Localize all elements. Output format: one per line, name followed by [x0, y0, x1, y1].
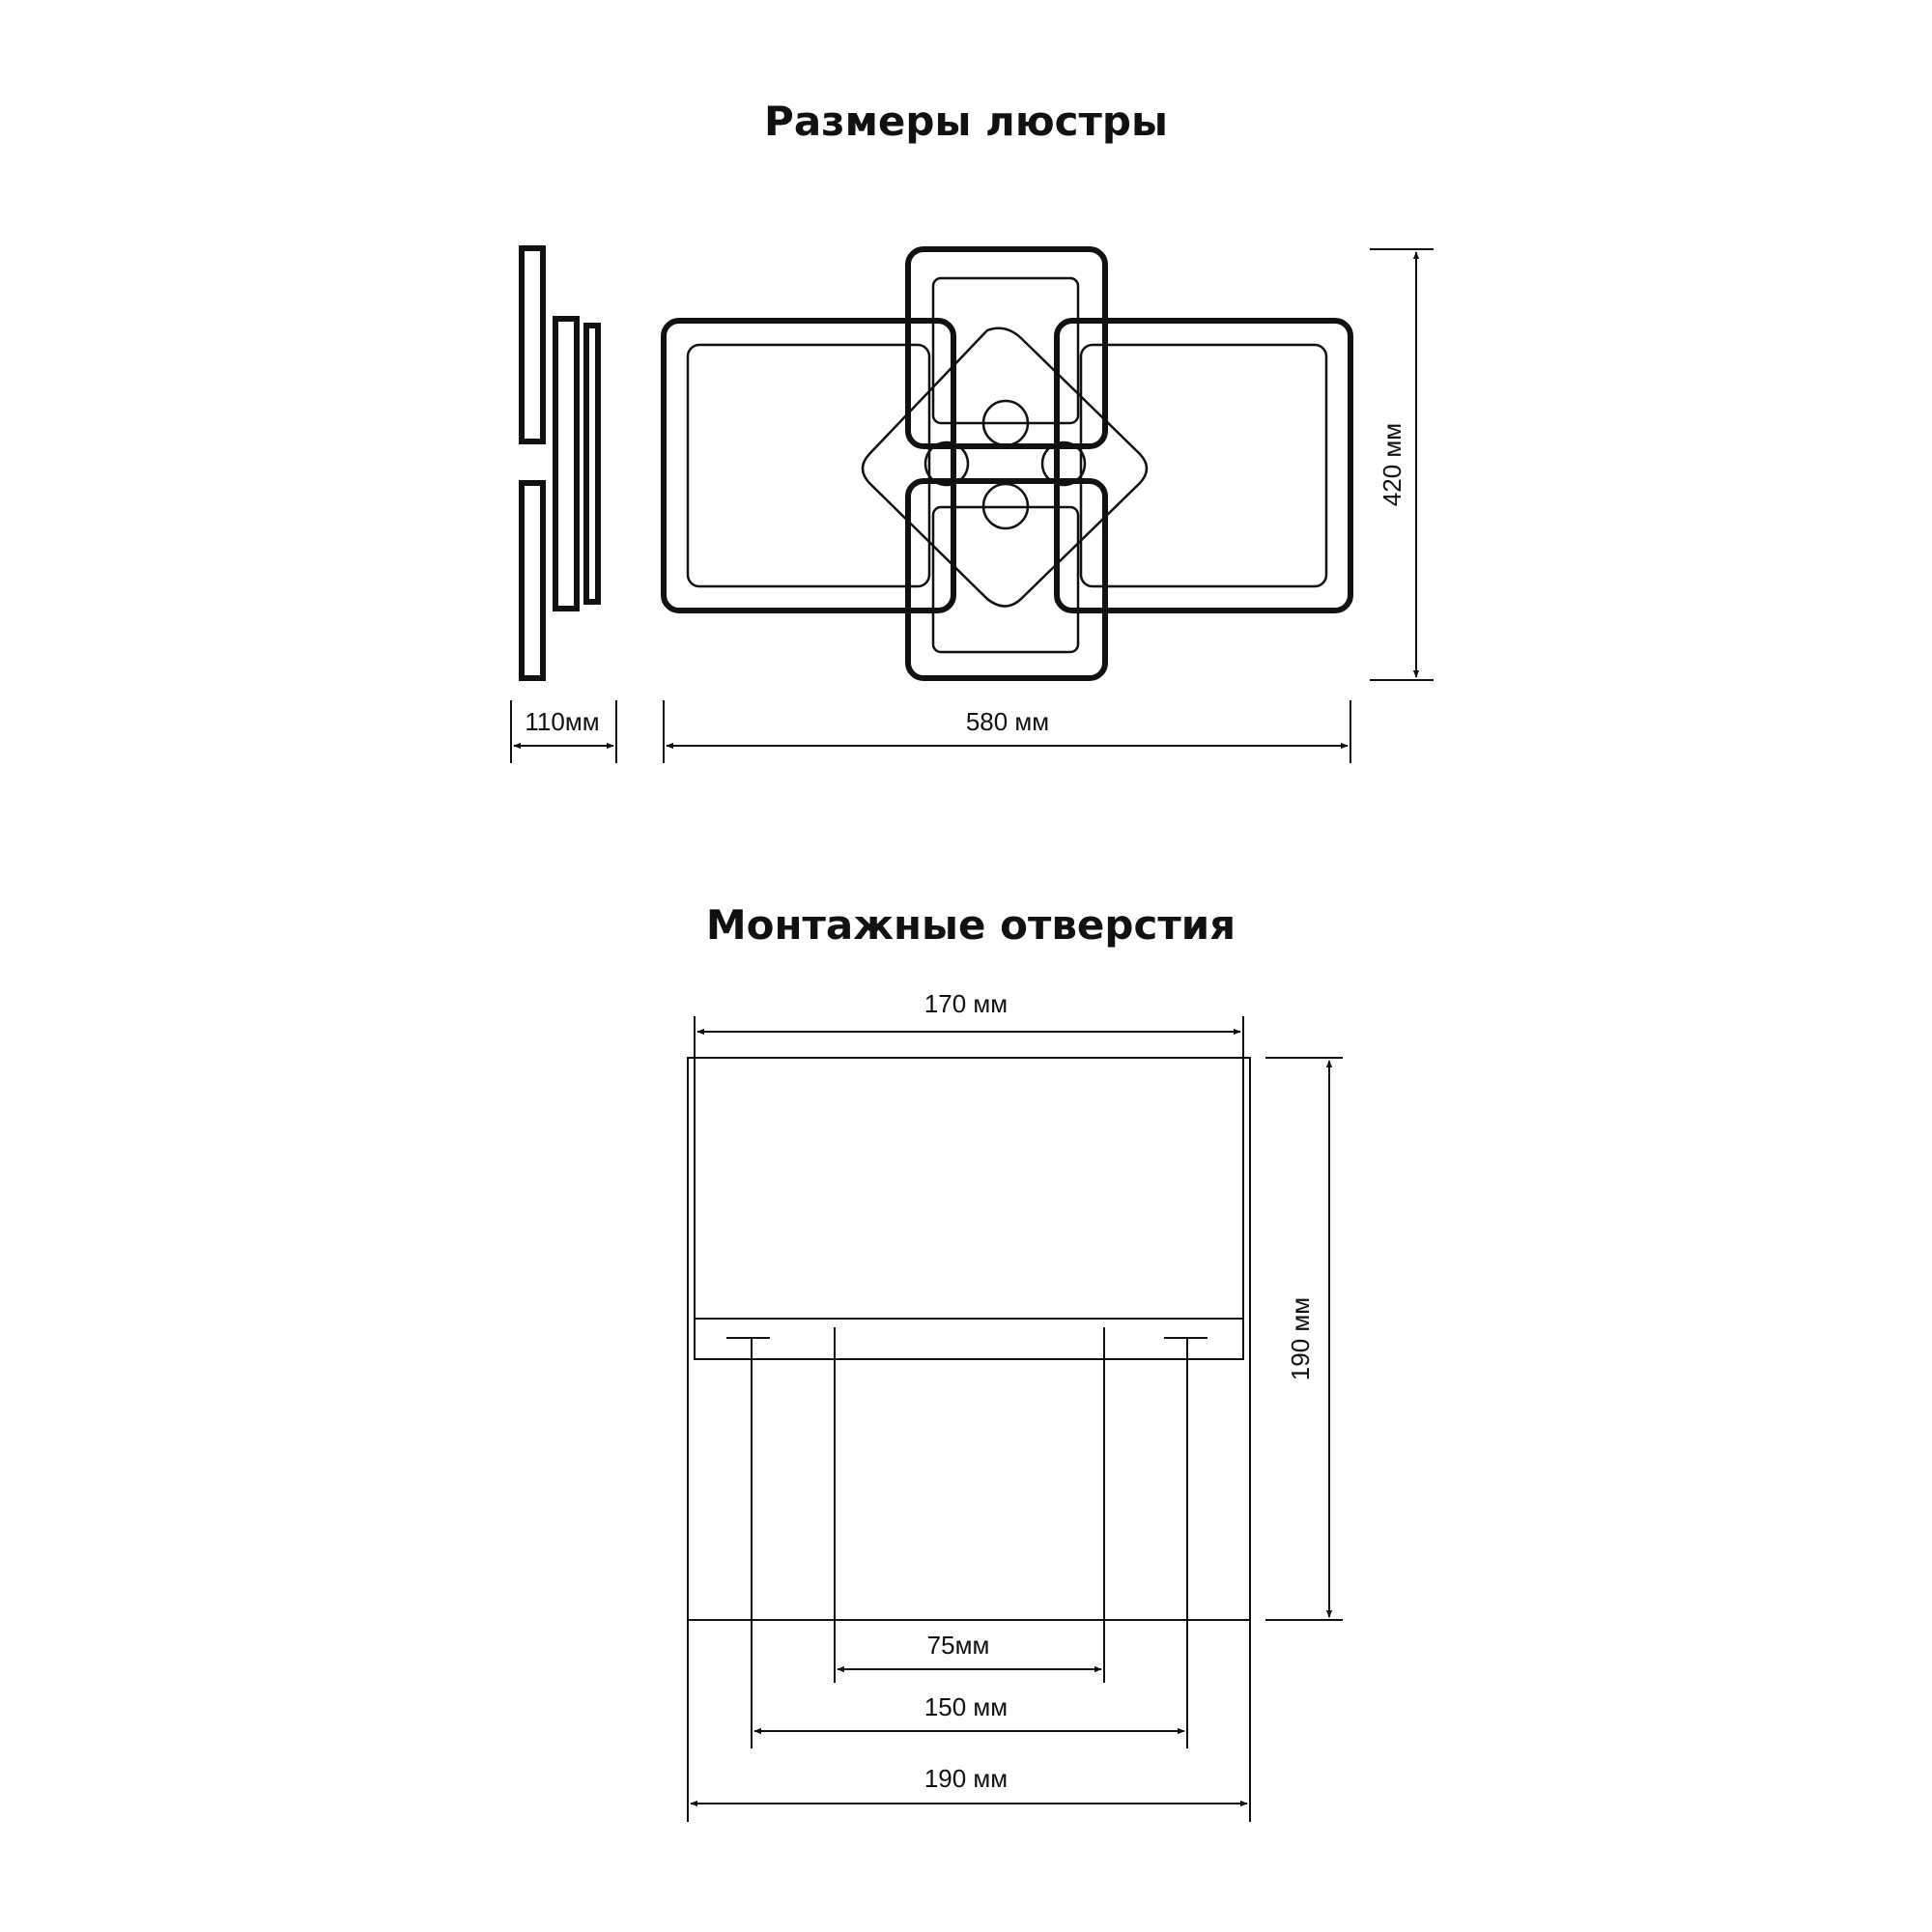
side-panel-bottom	[522, 483, 543, 678]
dimension-plate-height-label: 190 мм	[1286, 1296, 1315, 1381]
dimension-bottom-width	[691, 1764, 1247, 1804]
frame-left-inner	[688, 345, 929, 586]
dimension-width-label: 580 мм	[965, 707, 1050, 736]
dimension-plate-height	[1265, 1058, 1343, 1620]
frame-right	[1057, 321, 1350, 611]
side-panel-back	[586, 326, 598, 602]
dimension-height	[1370, 249, 1434, 680]
dimension-top-width	[695, 989, 1243, 1058]
mounting-holes-title: Монтажные отверстия	[705, 901, 1236, 949]
dimension-height-label: 420 мм	[1378, 422, 1406, 507]
side-panel-top	[522, 248, 543, 441]
dimension-outer-holes	[754, 1692, 1184, 1731]
mounting-bracket	[695, 1319, 1243, 1359]
dimension-top-width-label: 170 мм	[923, 989, 1009, 1018]
side-panel-middle	[555, 319, 577, 609]
dimension-depth-label: 110мм	[525, 707, 600, 736]
dimension-depth	[511, 700, 616, 763]
dimension-inner-holes	[838, 1631, 1101, 1669]
dimension-outer-holes-label: 150 мм	[923, 1692, 1009, 1721]
chandelier-dimensions-title: Размеры люстры	[764, 98, 1168, 145]
dimension-bottom-width-label: 190 мм	[923, 1764, 1009, 1793]
frame-right-inner	[1081, 345, 1326, 586]
dimension-width	[664, 700, 1350, 763]
side-view	[522, 248, 598, 678]
top-view	[664, 249, 1350, 678]
dimension-inner-holes-label: 75мм	[926, 1631, 990, 1660]
